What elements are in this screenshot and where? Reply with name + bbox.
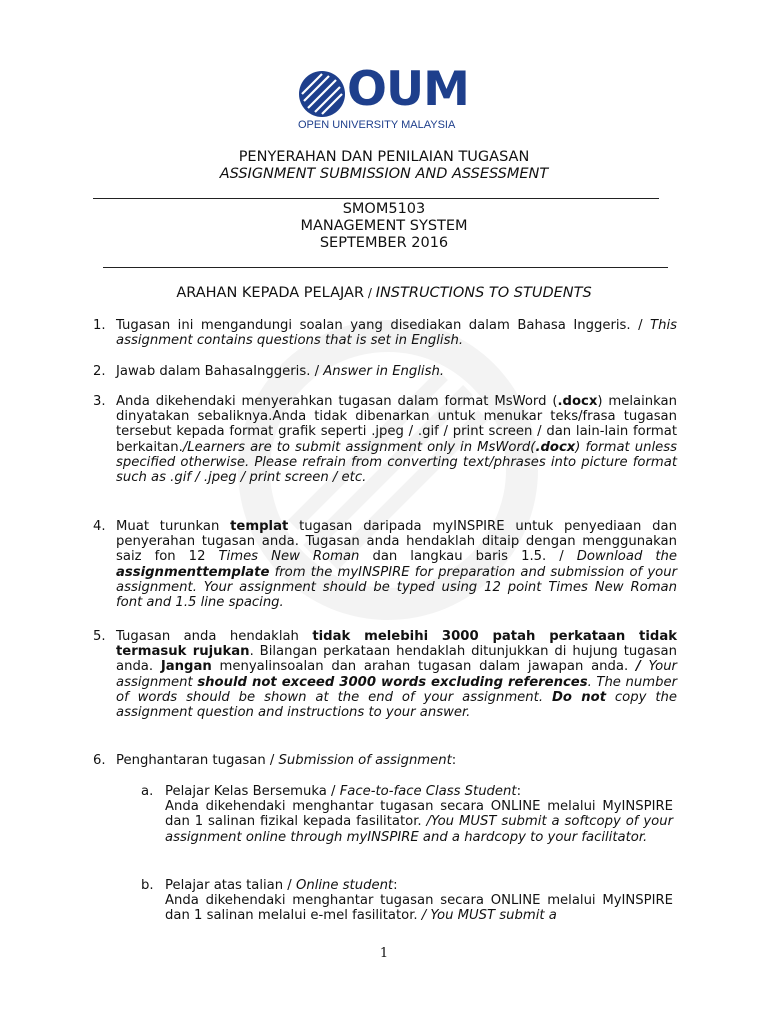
subitem-online: b. Pelajar atas talian / Online student: Anda dikehendaki menghantar tugasan secara ONLINE melalui MyINSPIRE dan 1 salinan melalui e-mel fasilitator. / You MUST submit a	[141, 878, 673, 924]
item-number: 4.	[93, 519, 106, 534]
instructions-heading	[0, 285, 768, 301]
logo-wordmark: OUM	[347, 62, 469, 117]
course-code: SMOM5103	[342, 201, 426, 217]
title-english: ASSIGNMENT SUBMISSION AND ASSESSMENT	[219, 166, 549, 182]
instruction-item-2: 2. Jawab dalam BahasaInggeris. / Answer in English.	[93, 364, 445, 379]
instruction-item-6: 6. Penghantaran tugasan / Submission of assignment:	[93, 753, 457, 768]
instruction-item-1: 1. Tugasan ini mengandungi soalan yang disediakan dalam Bahasa Inggeris. / This assignment contains questions that is set in English.	[93, 318, 677, 349]
subitem-letter: a.	[141, 784, 154, 799]
logo-subtitle: OPEN UNIVERSITY MALAYSIA	[298, 119, 456, 131]
divider-bottom	[103, 267, 668, 268]
title-malay: PENYERAHAN DAN PENILAIAN TUGASAN	[238, 149, 530, 165]
page-number: 1	[379, 946, 389, 961]
instruction-item-5: 5. Tugasan anda hendaklah tidak melebihi 3000 patah perkataan tidak termasuk rujukan. Bilangan perkataan hendaklah ditunjukkan di hujung tugasan anda. Jangan menyalinsoalan dan arahan tugasan dalam jawapan anda. / Your assignment should not exceed 3000 words excluding references. The number of words should be shown at the end of your assignment. Do not copy the assignment question and instructions to your answer.	[93, 629, 677, 721]
heading-separator: /	[364, 286, 376, 300]
heading-malay: ARAHAN KEPADA PELAJAR	[176, 285, 365, 301]
item-number: 5.	[93, 629, 106, 644]
instruction-item-3: 3. Anda dikehendaki menyerahkan tugasan dalam format MsWord (.docx) melainkan dinyatakan sebaliknya.Anda tidak dibenarkan untuk menukar teks/frasa tugasan tersebut kepada format grafik seperti .jpeg / .gif / print screen / dan lain-lain format berkaitan./Learners are to submit assignment only in MsWord(.docx) format unless specified otherwise. Please refrain from converting text/phrases into picture format such as .gif / .jpeg / print screen / etc.	[93, 394, 677, 486]
oum-globe-icon	[298, 70, 346, 118]
item-number: 3.	[93, 394, 106, 409]
item-number: 6.	[93, 753, 106, 768]
oum-logo	[298, 62, 474, 138]
course-term: SEPTEMBER 2016	[319, 235, 449, 251]
instruction-item-4: 4. Muat turunkan templat tugasan daripada myINSPIRE untuk penyediaan dan penyerahan tugasan anda. Tugasan anda hendaklah ditaip dengan menggunakan saiz fon 12 Times New Roman dan langkau baris 1.5. / Download the assignmenttemplate from the myINSPIRE for preparation and submission of your assignment. Your assignment should be typed using 12 point Times New Roman font and 1.5 line spacing.	[93, 519, 677, 611]
item-number: 1.	[93, 318, 106, 333]
heading-english: INSTRUCTIONS TO STUDENTS	[375, 285, 592, 301]
subitem-face-to-face: a. Pelajar Kelas Bersemuka / Face-to-face Class Student: Anda dikehendaki menghantar tugasan secara ONLINE melalui MyINSPIRE dan 1 salinan fizikal kepada fasilitator. /You MUST submit a softcopy of your assignment online through myINSPIRE and a hardcopy to your facilitator.	[141, 784, 674, 845]
divider-top	[93, 198, 659, 199]
course-name: MANAGEMENT SYSTEM	[300, 218, 468, 234]
subitem-letter: b.	[141, 878, 154, 893]
item-number: 2.	[93, 364, 106, 379]
